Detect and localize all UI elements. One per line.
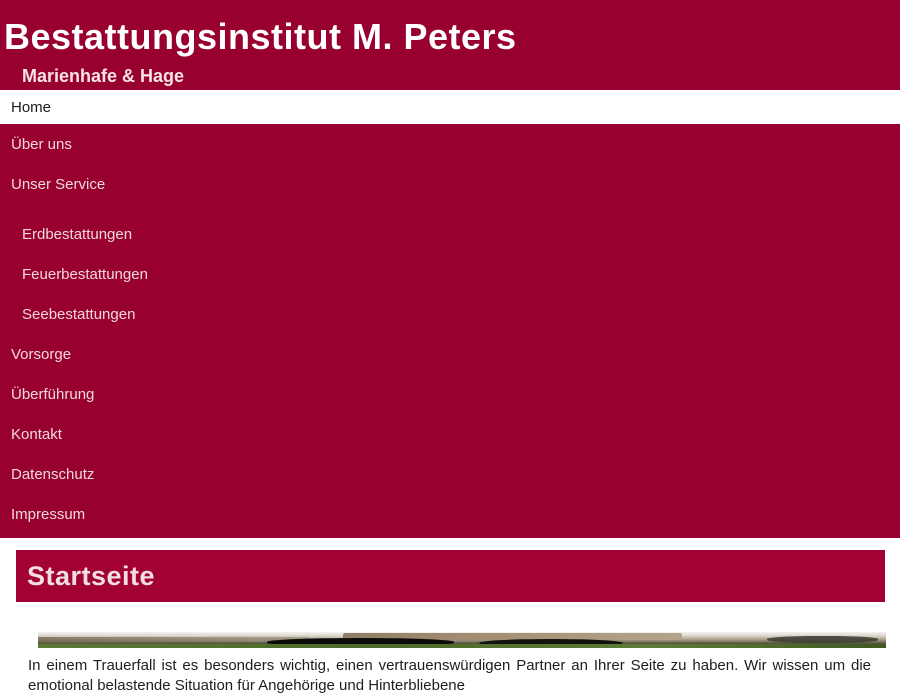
nav-item-feuerbestattungen[interactable]: Feuerbestattungen	[22, 265, 148, 283]
nav-item-kontakt[interactable]: Kontakt	[11, 425, 62, 443]
nav-item-impressum[interactable]: Impressum	[11, 505, 86, 523]
nav-item-erdbestattungen[interactable]: Erdbestattungen	[22, 225, 133, 243]
nav-item-seebestattungen[interactable]: Seebestattungen	[22, 305, 136, 323]
banner-treeline-right	[767, 636, 877, 643]
site-title: Bestattungsinstitut M. Peters	[4, 16, 517, 57]
site-subtitle: Marienhafe & Hage	[22, 66, 185, 86]
page-title: Startseite	[27, 560, 156, 591]
nav-item-home[interactable]: Home	[0, 90, 900, 124]
nav-item-unser-service[interactable]: Unser Service	[11, 175, 106, 193]
main-nav	[0, 90, 900, 534]
nav-item-datenschutz[interactable]: Datenschutz	[11, 465, 95, 483]
nav-item-ueber-uns[interactable]: Über uns	[11, 135, 72, 153]
nav-item-vorsorge[interactable]: Vorsorge	[11, 345, 72, 363]
banner-photo	[38, 632, 886, 648]
nav-item-ueberfuehrung[interactable]: Überführung	[11, 385, 95, 403]
intro-paragraph: In einem Trauerfall ist es besonders wichtig, einen vertrauenswürdigen Partner an Ihrer Seite zu haben. Wir wissen um die emotional belastende Situation für Angehörige und Hinterbliebene	[28, 657, 871, 694]
page-heading-bar	[16, 550, 885, 602]
banner-grass	[38, 644, 886, 648]
